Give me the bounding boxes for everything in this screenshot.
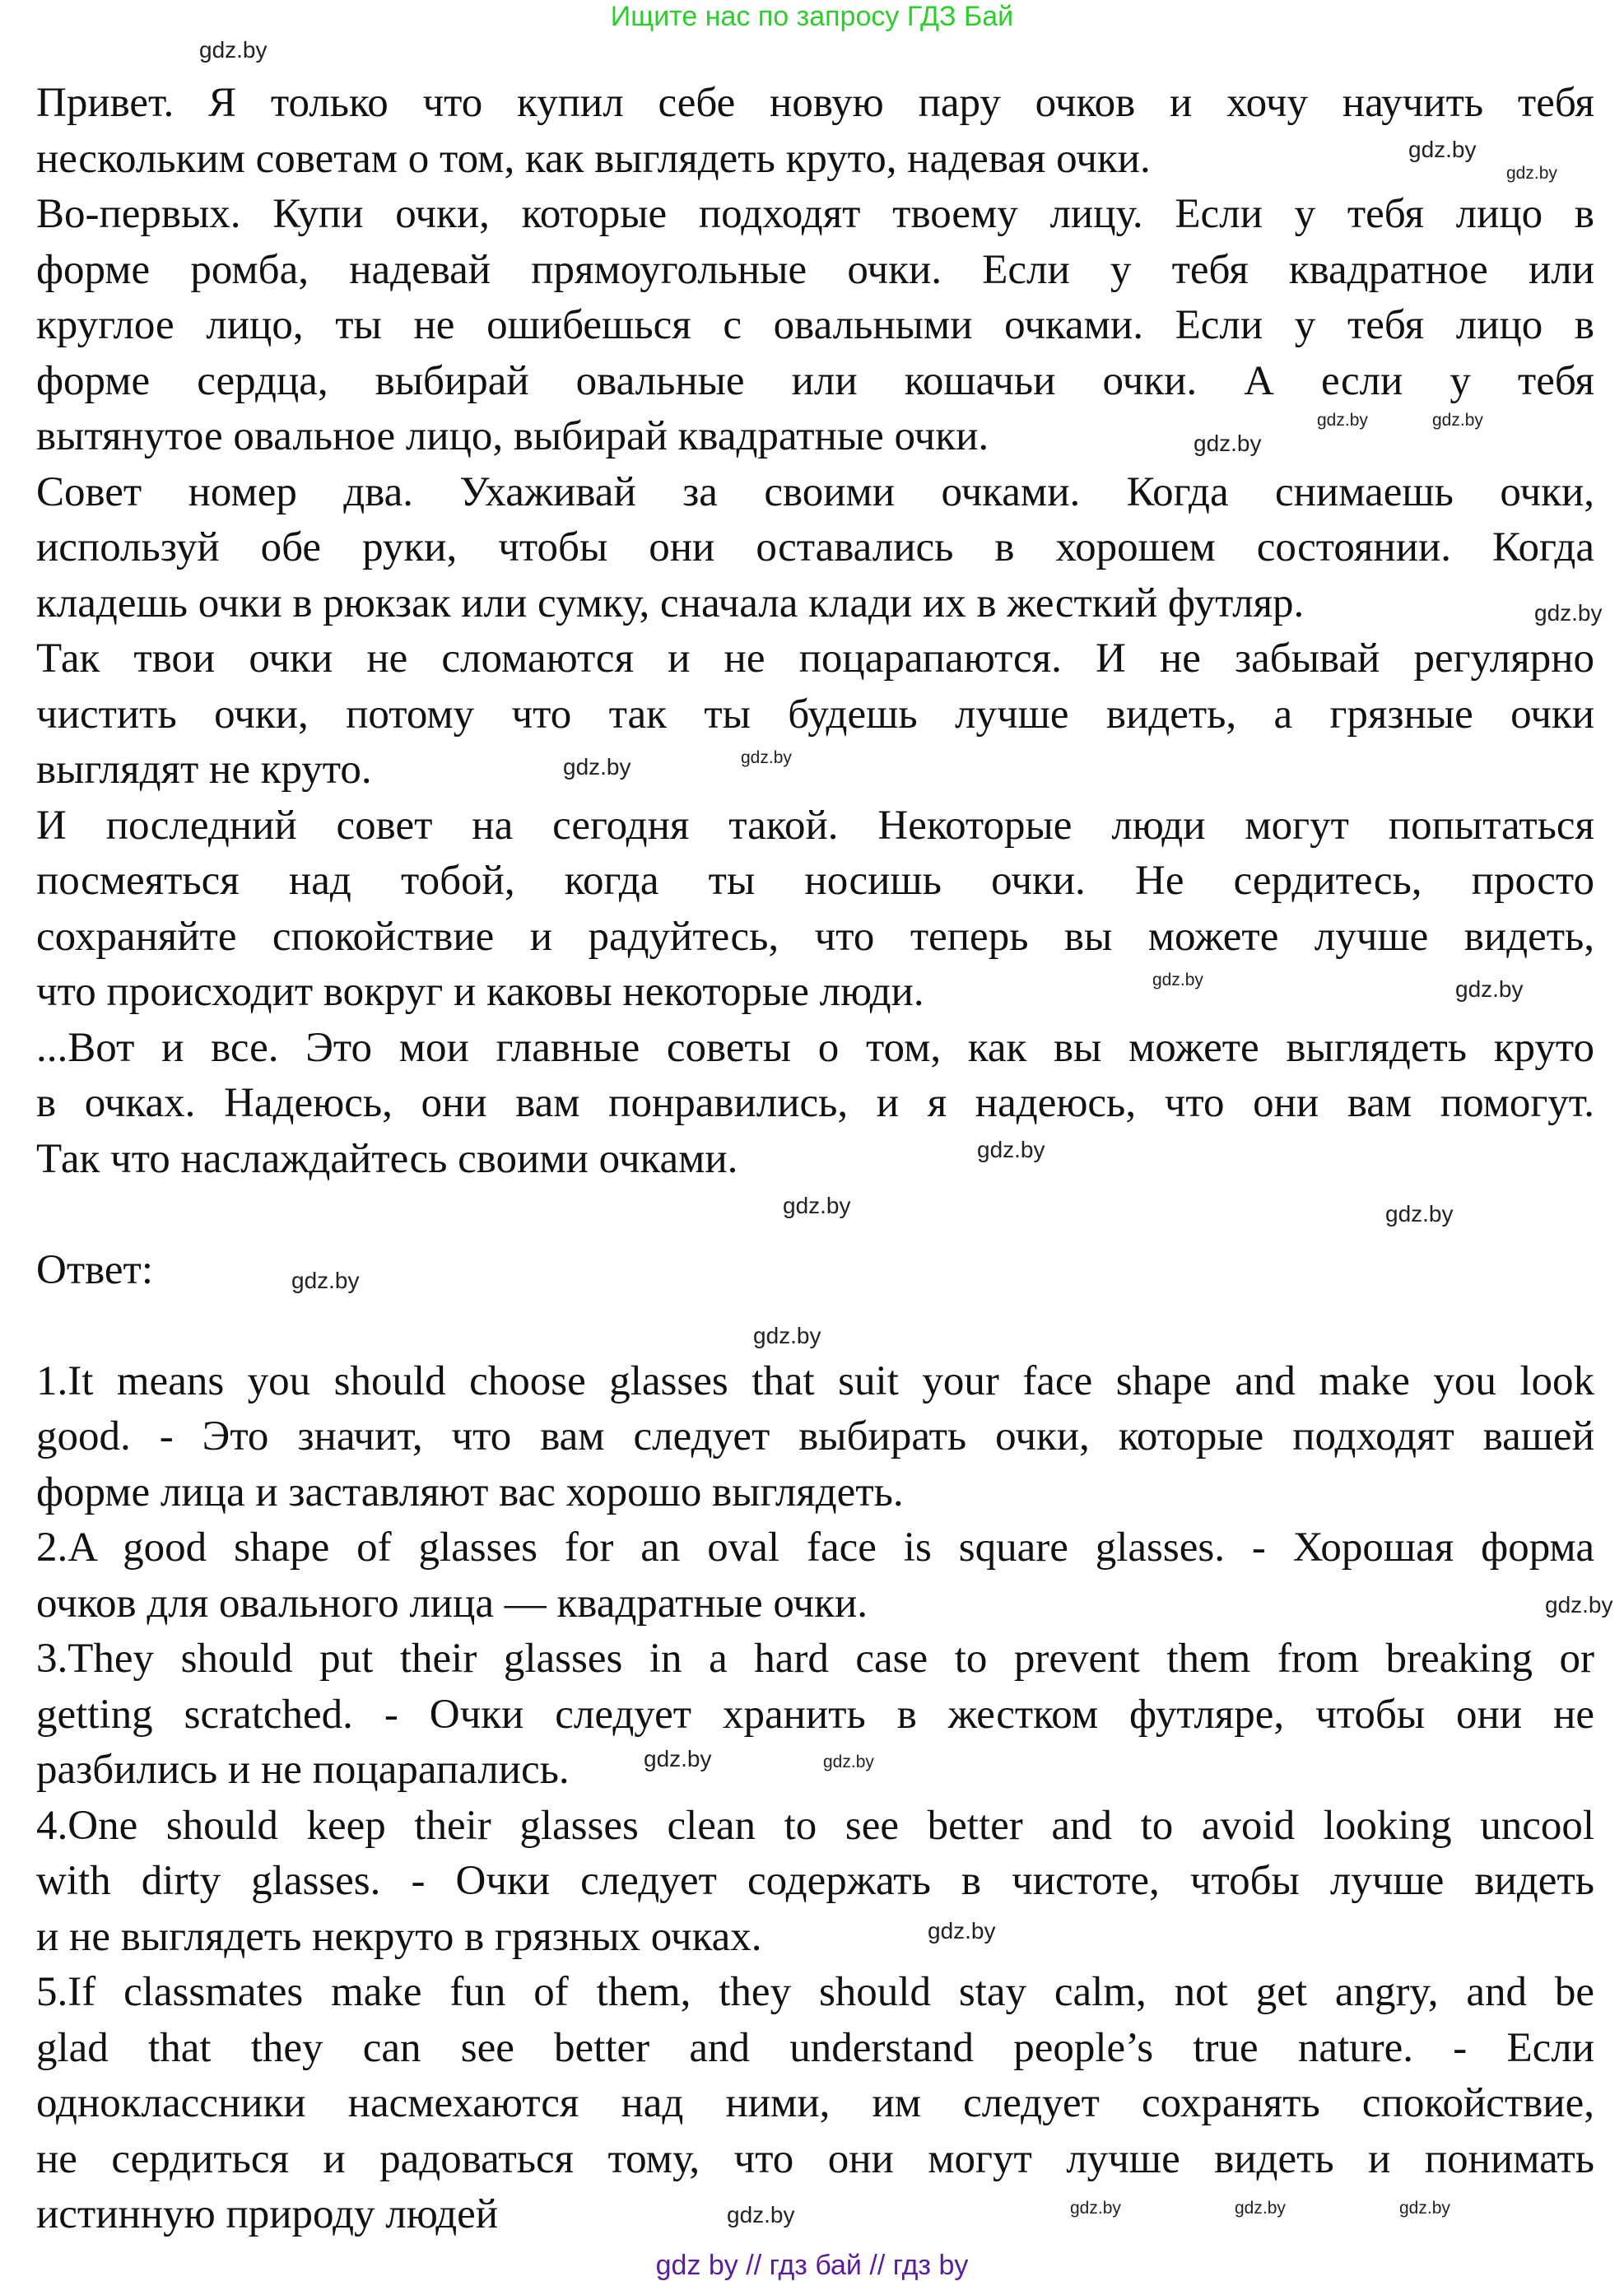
text-line: 3.They should put their glasses in a hard case to prevent them from breaking or (36, 1636, 1594, 1682)
text-line: в очках. Надеюсь, они вам понравились, и я надеюсь, что они вам помогут. (36, 1080, 1594, 1126)
text-line: И последний совет на сегодня такой. Некоторые люди могут попытаться (36, 802, 1594, 849)
watermark: gdz.by (1534, 600, 1603, 626)
watermark: gdz.by (783, 1193, 851, 1218)
watermark: gdz.by (291, 1268, 360, 1293)
watermark: gdz.by (644, 1746, 712, 1771)
text-line: Так что наслаждайтесь своими очками. (36, 1135, 738, 1182)
text-line: выглядят не круто. (36, 747, 372, 793)
watermark: gdz.by (1070, 2199, 1121, 2218)
text-line: одноклассники насмехаются над ними, им следует сохранять спокойствие, (36, 2080, 1594, 2126)
text-line: glad that they can see better and understand people’s true nature. - Если (36, 2024, 1594, 2071)
watermark: gdz.by (1432, 411, 1483, 430)
watermark: gdz.by (199, 37, 268, 63)
text-line: Так твои очки не сломаются и не поцарапаются. И не забывай регулярно (36, 635, 1594, 682)
text-line: 4.One should keep their glasses clean to see better and to avoid looking uncool (36, 1802, 1594, 1849)
watermark: gdz.by (741, 748, 792, 767)
text-line: кладешь очки в рюкзак или сумку, сначала клади их в жесткий футляр. (36, 580, 1305, 626)
watermark: gdz.by (563, 754, 631, 780)
text-line: разбились и не поцарапались. (36, 1747, 570, 1793)
text-line: форме ромба, надевай прямоугольные очки. Если у тебя квадратное или (36, 246, 1594, 293)
text-line: круглое лицо, ты не ошибешься с овальными очками. Если у тебя лицо в (36, 302, 1594, 348)
text-line: используй обе руки, чтобы они оставались в хорошем состоянии. Когда (36, 524, 1594, 570)
watermark: gdz.by (1317, 411, 1368, 430)
watermark: gdz.by (1455, 976, 1524, 1002)
text-line: сохраняйте спокойствие и радуйтесь, что теперь вы можете лучше видеть, (36, 913, 1594, 960)
watermark: gdz.by (1399, 2199, 1450, 2218)
text-line: 1.It means you should choose glasses that suit your face shape and make you look (36, 1357, 1594, 1404)
text-line: что происходит вокруг и каковы некоторые люди. (36, 969, 924, 1015)
watermark: gdz.by (1152, 971, 1203, 989)
footer-links[interactable]: gdz by // гдз бай // гдз by (655, 2250, 969, 2281)
text-line: with dirty glasses. - Очки следует содержать в чистоте, чтобы лучше видеть (36, 1858, 1594, 1904)
watermark: gdz.by (823, 1753, 874, 1771)
text-line: не сердиться и радоваться тому, что они могут лучше видеть и понимать (36, 2135, 1594, 2182)
text-line: getting scratched. - Очки следует хранить в жестком футляре, чтобы они не (36, 1691, 1594, 1738)
text-line: 5.If classmates make fun of them, they should stay calm, not get angry, and be (36, 1969, 1594, 2015)
text-line: и не выглядеть некруто в грязных очках. (36, 1913, 762, 1960)
answer-heading: Ответ: (36, 1246, 153, 1293)
text-line: Привет. Я только что купил себе новую пару очков и хочу научить тебя (36, 80, 1594, 126)
watermark: gdz.by (1408, 137, 1477, 162)
watermark: gdz.by (1506, 164, 1557, 183)
watermark: gdz.by (1194, 431, 1262, 456)
text-line: нескольким советам о том, как выглядеть круто, надевая очки. (36, 135, 1151, 182)
text-line: ...Вот и все. Это мои главные советы о том, как вы можете выглядеть круто (36, 1024, 1594, 1071)
watermark: gdz.by (977, 1137, 1045, 1162)
watermark: gdz.by (1545, 1592, 1613, 1618)
text-line: истинную природу людей (36, 2191, 499, 2237)
watermark: gdz.by (1385, 1201, 1454, 1227)
text-line: вытянутое овальное лицо, выбирай квадратные очки. (36, 413, 989, 459)
text-line: 2.A good shape of glasses for an oval face is square glasses. - Хорошая форма (36, 1525, 1594, 1571)
watermark: gdz.by (1235, 2199, 1286, 2218)
text-line: Во-первых. Купи очки, которые подходят твоему лицу. Если у тебя лицо в (36, 191, 1594, 237)
text-line: Совет номер два. Ухаживай за своими очками. Когда снимаешь очки, (36, 468, 1594, 515)
text-line: посмеяться над тобой, когда ты носишь очки. Не сердитесь, просто (36, 858, 1594, 904)
text-line: чистить очки, потому что так ты будешь лучше видеть, а грязные очки (36, 691, 1594, 738)
document-body (36, 76, 1594, 2243)
text-line: форме лица и заставляют вас хорошо выглядеть. (36, 1469, 904, 1515)
watermark: gdz.by (928, 1918, 996, 1944)
text-line: очков для овального лица — квадратные очки. (36, 1580, 868, 1627)
text-line: good. - Это значит, что вам следует выбирать очки, которые подходят вашей (36, 1413, 1594, 1459)
text-line: форме сердца, выбирай овальные или кошачьи очки. А если у тебя (36, 357, 1594, 404)
search-hint-banner: Ищите нас по запросу ГДЗ Бай (610, 1, 1014, 32)
watermark: gdz.by (753, 1323, 821, 1348)
watermark: gdz.by (727, 2202, 795, 2227)
